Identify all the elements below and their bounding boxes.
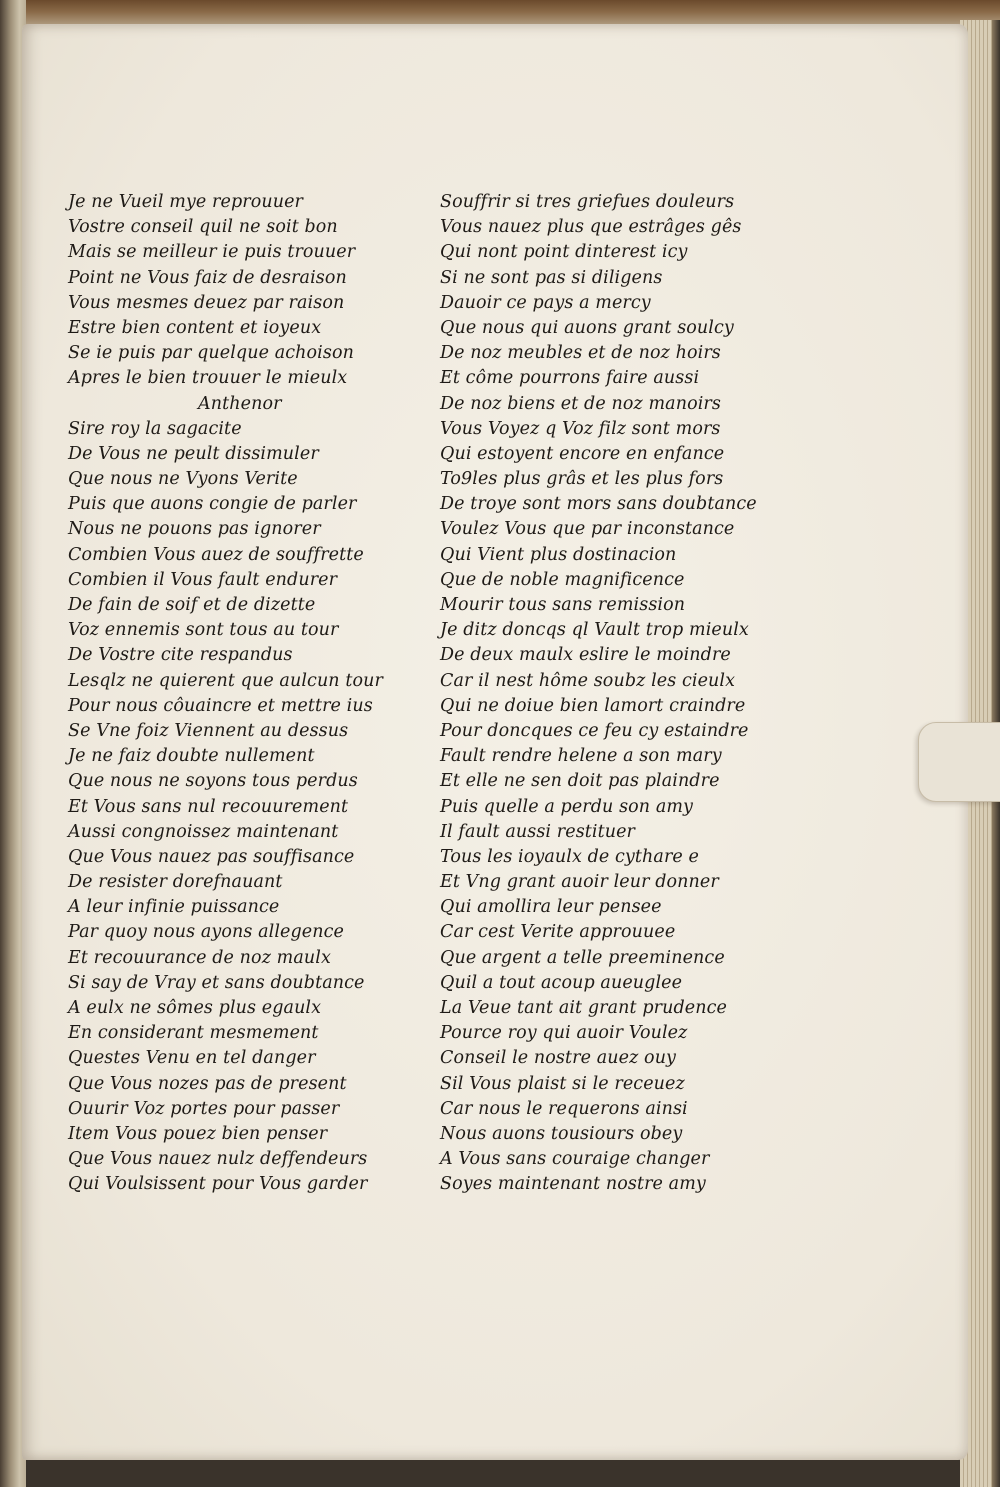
verse-line: Apres le bien trouuer le mieulx [68,368,348,389]
verse-line: De troye sont mors sans doubtance [440,494,757,515]
verse-line: Sire roy la sagacite [68,418,242,439]
verse-line: Car nous le requerons ainsi [440,1098,688,1119]
verse-line: Puis que auons congie de parler [68,494,357,515]
verse-line: Que de noble magnificence [440,569,685,590]
verse-line: De resister dorefnauant [68,872,283,893]
verse-line: Car cest Verite approuuee [440,922,676,943]
verse-line: Qui Vient plus dostinacion [440,544,677,565]
speaker-name: Anthenor [198,393,282,414]
verse-line: Et côme pourrons faire aussi [440,368,700,389]
verse-line: Puis quelle a perdu son amy [440,796,694,817]
verse-line: Pource roy qui auoir Voulez [440,1023,688,1044]
verse-line: Quil a tout acoup aueuglee [440,972,683,993]
verse-line: Qui ne doiue bien lamort craindre [440,695,746,716]
verse-line: Je ditz doncqs ql Vault trop mieulx [440,620,749,641]
verse-line: Tous les ioyaulx de cythare e [440,846,699,867]
verse-line: Conseil le nostre auez ouy [440,1048,677,1069]
page-tab-marker [918,722,1000,802]
verse-line: Se Vne foiz Viennent au dessus [68,720,349,741]
verse-line: Que Vous nauez pas souffisance [68,846,355,867]
verse-line: Il fault aussi restituer [440,821,636,842]
verse-line: Je ne Vueil mye reprouuer [68,192,304,212]
verse-line: Questes Venu en tel danger [68,1048,316,1069]
verse-line: Et recouurance de noz maulx [68,947,331,968]
verse-line: A eulx ne sômes plus egaulx [68,998,322,1018]
verse-line: Voz ennemis sont tous au tour [68,620,339,641]
verse-line: Combien il Vous fault endurer [68,569,338,590]
verse-line: Sil Vous plaist si le receuez [440,1073,685,1094]
verse-line: Soyes maintenant nostre amy [440,1174,706,1195]
verse-line: Que nous ne soyons tous perdus [68,771,358,792]
verse-line: Nous auons tousiours obey [440,1123,683,1144]
verse-line: De Vous ne peult dissimuler [68,443,319,464]
left-text-column [68,190,438,1198]
verse-line: Dauoir ce pays a mercy [440,292,651,313]
verse-line: Mourir tous sans remission [440,595,686,615]
verse-line: Par quoy nous ayons allegence [68,922,344,943]
verse-line: Pour nous côuaincre et mettre ius [68,695,373,716]
verse-line: Si ne sont pas si diligens [440,267,663,288]
verse-line: Vous mesmes deuez par raison [68,292,345,313]
verse-line: De fain de soif et de dizette [68,595,316,615]
verse-line: Nous ne pouons pas ignorer [68,519,321,540]
verse-line: Qui estoyent encore en enfance [440,443,725,464]
verse-line: Je ne faiz doubte nullement [68,746,315,767]
verse-line: Et elle ne sen doit pas plaindre [440,771,720,792]
verse-line: Point ne Vous faiz de desraison [68,267,347,288]
verse-line: Vostre conseil quil ne soit bon [68,217,338,238]
verse-line: Aussi congnoissez maintenant [68,821,339,842]
verse-line: Qui amollira leur pensee [440,897,662,918]
verse-line: Qui Voulsissent pour Vous garder [68,1174,368,1195]
verse-line: De noz biens et de noz manoirs [440,393,721,414]
verse-line: Pour doncques ce feu cy estaindre [440,720,749,741]
verse-line: A Vous sans couraige changer [440,1149,710,1170]
verse-line: En considerant mesmement [68,1023,319,1044]
verse-line: Et Vous sans nul recouurement [68,796,349,817]
verse-line: De noz meubles et de noz hoirs [440,343,721,364]
verse-line: De deux maulx eslire le moindre [440,645,731,666]
verse-line: Fault rendre helene a son mary [440,746,722,767]
verse-line: A leur infinie puissance [68,897,280,918]
verse-line: Que Vous nozes pas de present [68,1073,347,1094]
verse-line: Que argent a telle preeminence [440,947,725,968]
verse-line: Vous nauez plus que estrâges gês [440,217,742,238]
verse-line: Souffrir si tres griefues douleurs [440,192,735,212]
verse-line: De Vostre cite respandus [68,645,293,666]
verse-line: Et Vng grant auoir leur donner [440,872,719,893]
right-text-column [440,190,820,1198]
verse-line: Vous Voyez q Voz filz sont mors [440,418,721,439]
verse-line: Combien Vous auez de souffrette [68,544,364,565]
verse-line: Se ie puis par quelque achoison [68,343,354,364]
verse-line: To9les plus grâs et les plus fors [440,469,724,490]
verse-line: Si say de Vray et sans doubtance [68,972,365,993]
verse-line: Que nous ne Vyons Verite [68,469,298,490]
verse-line: Qui nont point dinterest icy [440,242,688,263]
verse-line: La Veue tant ait grant prudence [440,998,727,1018]
verse-line: Que nous qui auons grant soulcy [440,317,734,338]
verse-line: Ouurir Voz portes pour passer [68,1098,340,1119]
verse-line: Mais se meilleur ie puis trouuer [68,242,356,263]
verse-line: Estre bien content et ioyeux [68,317,322,338]
verse-line: Car il nest hôme soubz les cieulx [440,670,736,691]
verse-line: Voulez Vous que par inconstance [440,519,735,540]
verse-line: Que Vous nauez nulz deffendeurs [68,1149,368,1170]
verse-line: Item Vous pouez bien penser [68,1123,328,1144]
verse-line: Lesqlz ne quierent que aulcun tour [68,670,383,691]
